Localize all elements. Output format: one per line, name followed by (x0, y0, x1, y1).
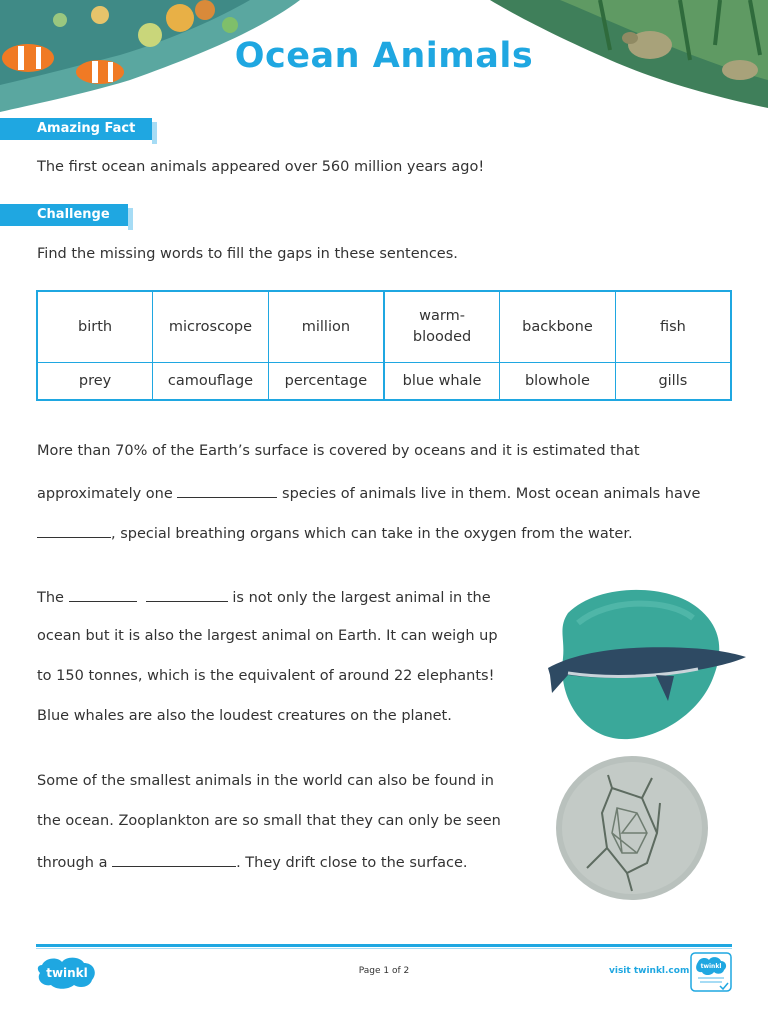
paragraph-line (37, 588, 491, 606)
zooplankton-illustration (552, 753, 712, 903)
badge-text: twinkl (700, 963, 722, 970)
word-bank-cell: blowhole (500, 363, 616, 400)
footer-divider-light (36, 948, 732, 949)
page-title: Ocean Animals (234, 36, 534, 76)
paragraph-text: The (37, 590, 64, 606)
word-bank-cell: birth (37, 291, 153, 363)
paragraph-line: Some of the smallest animals in the world can also be found in (37, 773, 494, 789)
paragraph-text: , special breathing organs which can take in the oxygen from the water. (111, 526, 633, 542)
word-bank-row (37, 363, 731, 400)
fill-in-blank[interactable] (112, 853, 236, 867)
word-bank-cell: gills (615, 363, 731, 400)
word-bank-cell: microscope (153, 291, 269, 363)
paragraph-line (37, 524, 633, 542)
paragraph-line: the ocean. Zooplankton are so small that they can only be seen (37, 813, 501, 829)
amazing-fact-label: Amazing Fact (0, 118, 152, 140)
challenge-instructions: Find the missing words to fill the gaps in these sentences. (37, 246, 458, 262)
paragraph-line: to 150 tonnes, which is the equivalent of around 22 elephants! (37, 668, 495, 684)
word-bank-cell: fish (615, 291, 731, 363)
fill-in-blank[interactable] (69, 588, 137, 602)
word-bank-row (37, 291, 731, 363)
word-bank-cell: percentage (268, 363, 384, 400)
fill-in-blank[interactable] (146, 588, 228, 602)
paragraph-text: through a (37, 855, 108, 871)
word-bank-cell: million (268, 291, 384, 363)
fill-in-blank[interactable] (37, 524, 111, 538)
word-bank-cell: warm-blooded (384, 291, 500, 363)
blue-whale-illustration (538, 583, 750, 745)
paragraph-text: species of animals live in them. Most ocean animals have (282, 486, 701, 502)
word-bank-cell: prey (37, 363, 153, 400)
word-bank-cell: blue whale (384, 363, 500, 400)
paragraph-line (37, 853, 468, 871)
page-number: Page 1 of 2 (358, 966, 410, 976)
word-bank-cell: camouflage (153, 363, 269, 400)
paragraph-line (37, 484, 700, 502)
visit-twinkl-link[interactable]: visit twinkl.com (609, 966, 690, 976)
word-bank-table (36, 290, 732, 401)
challenge-label: Challenge (0, 204, 128, 226)
paragraph-line: More than 70% of the Earth’s surface is covered by oceans and it is estimated that (37, 443, 640, 459)
amazing-fact-text: The first ocean animals appeared over 560 million years ago! (37, 159, 485, 175)
word-bank-cell: backbone (500, 291, 616, 363)
fill-in-blank[interactable] (177, 484, 277, 498)
paragraph-text: . They drift close to the surface. (236, 855, 468, 871)
footer-divider (36, 944, 732, 947)
paragraph-line: Blue whales are also the loudest creatures on the planet. (37, 708, 452, 724)
quality-badge-icon (690, 952, 732, 992)
paragraph-text: is not only the largest animal in the (232, 590, 491, 606)
twinkl-logo-text: twinkl (46, 966, 88, 980)
paragraph-text: approximately one (37, 486, 173, 502)
paragraph-line: ocean but it is also the largest animal on Earth. It can weigh up (37, 628, 498, 644)
